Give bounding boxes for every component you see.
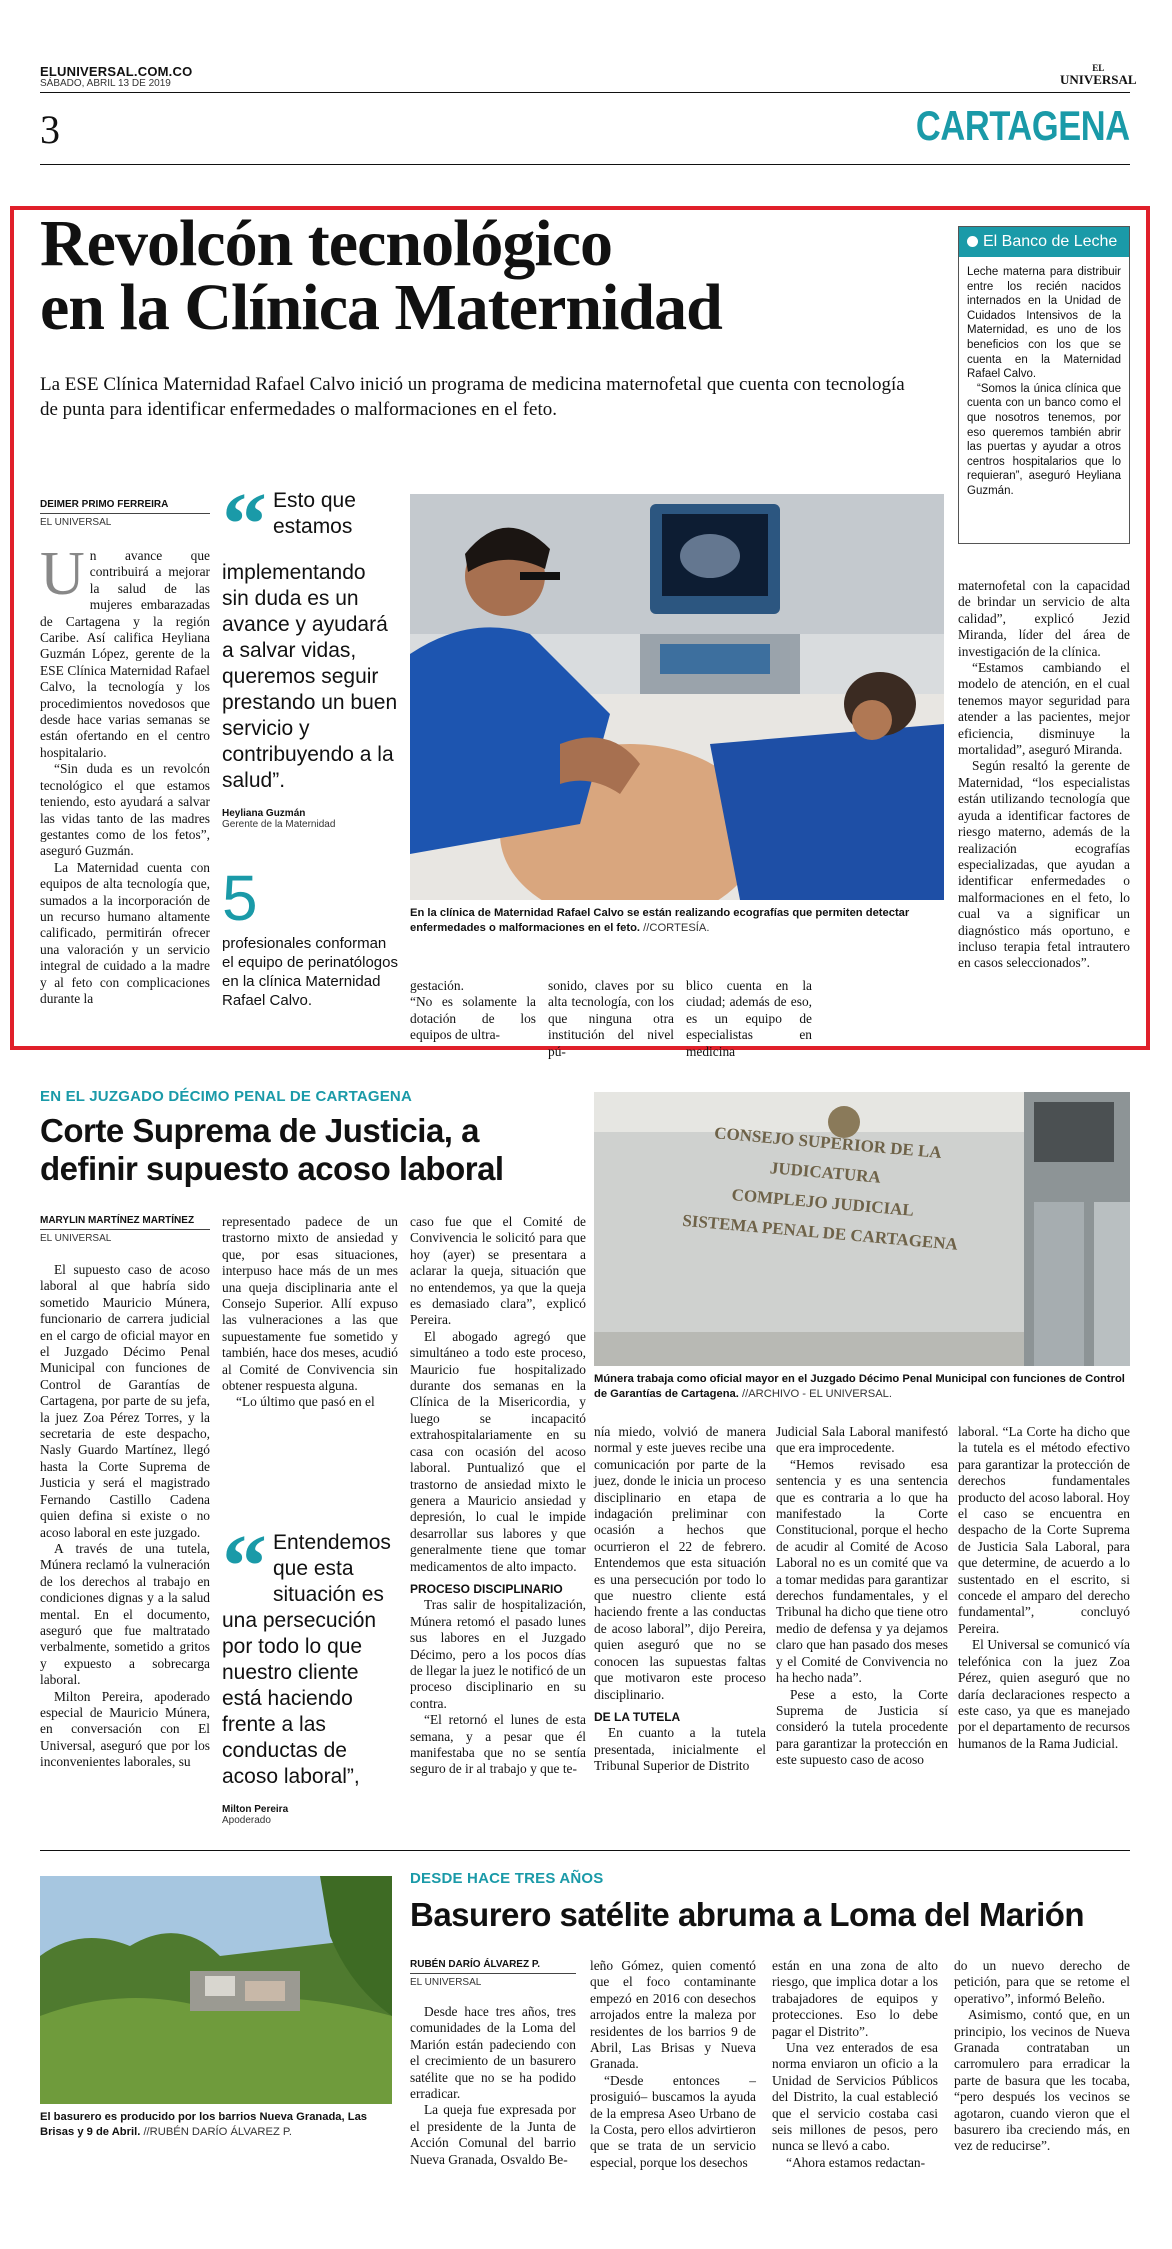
stat-number: 5 xyxy=(222,862,258,934)
story2-byline xyxy=(40,1214,210,1245)
sidebox-body xyxy=(959,257,1129,507)
story2-column-2 xyxy=(222,1214,398,1411)
caption-credit: //CORTESÍA. xyxy=(643,922,710,934)
paragraph: “Desde entonces –prosiguió– buscamos la ayuda de la empresa Aseo Urbano de la Costa, pero ellos advirtieron que se trata de un servicio especial, porque los desechos xyxy=(590,2072,756,2170)
drop-cap: U xyxy=(40,540,85,608)
quote-name: Milton Pereira xyxy=(222,1804,289,1815)
photo-dump-image xyxy=(40,1876,392,2104)
story2-kicker: EN EL JUZGADO DÉCIMO PENAL DE CARTAGENA xyxy=(40,1088,412,1105)
newspaper-logo xyxy=(1060,62,1137,86)
headline-line: en la Clínica Maternidad xyxy=(40,271,722,344)
quote-mark-icon: “ xyxy=(222,1517,267,1616)
paragraph: La queja fue expresada por el presidente de la Junta de Acción Comunal del barrio Nueva Granada, Osvaldo Be- xyxy=(410,2102,576,2167)
paragraph: El supuesto caso de acoso laboral al que habría sido sometido Mauricio Múnera, funcionario de carrera judicial en el cargo de oficial mayor en el Juzgado Décimo Penal Municipal con funciones de Control de Garantías de Cartagena, por parte de su jefa, la juez Zoa Pérez Torres, y la secretaria de este despacho, Nasly Guardo Martínez, llegó hasta la Corte Suprema de Justicia y será el magistrado Fernando Castillo Cadena quien defina si existe o no acoso laboral en este juzgado. xyxy=(40,1262,210,1540)
quote-text: Entendemos que esta situación es una persecución por todo lo que nuestro cliente está haciendo frente a las conductas de acoso laboral”, xyxy=(222,1531,391,1788)
edition-date: SÁBADO, ABRIL 13 DE 2019 xyxy=(40,78,171,89)
caption-credit: //RUBÉN DARÍO ÁLVAREZ P. xyxy=(143,2126,293,2138)
caption-text: El basurero es producido por los barrios Nueva Granada, Las Brisas y 9 de Abril. xyxy=(40,2111,368,2138)
story3-column-2 xyxy=(590,1958,756,2171)
photo-court-building xyxy=(594,1092,1130,1366)
story1-column-5: blico cuenta en la ciudad; además de eso, es un equipo de especialistas en medicina xyxy=(686,978,812,1059)
photo-ultrasound xyxy=(410,494,944,900)
paragraph: En cuanto a la tutela presentada, inicialmente el Tribunal Superior de Distrito xyxy=(594,1725,766,1774)
story3-photo-caption xyxy=(40,2110,392,2140)
story3-column-3 xyxy=(772,1958,938,2171)
sign-line: CONSEJO SUPERIOR DE LA JUDICATURA xyxy=(713,1123,943,1187)
story2-column-3 xyxy=(410,1214,586,1778)
paragraph: Una vez enterados de esa norma enviaron un oficio a la Unidad de Servicios Públicos del Distrito, la cual estableció que el servicio costaba casi seis millones de pesos, pero nunca se llevó a cabo. xyxy=(772,2040,938,2154)
paragraph: Pese a esto, la Corte Suprema de Justicia sí consideró la tutela procedente para garantizar la protección en este supuesto caso de acoso xyxy=(776,1686,948,1768)
story2-column-5 xyxy=(776,1424,948,1769)
story2-column-4 xyxy=(594,1424,766,1775)
paragraph: Desde hace tres años, tres comunidades de la Loma del Marión están padeciendo con el crecimiento de un basurero satélite que no se ha podido erradicar. xyxy=(410,2004,576,2102)
paragraph: “Ahora estamos redactan- xyxy=(786,2154,926,2170)
story3-byline xyxy=(410,1958,576,1989)
photo-dump-site xyxy=(40,1876,392,2104)
sidebox-paragraph: Leche materna para distribuir entre los recién nacidos internados en la Unidad de Cuidados Intensivos de la Maternidad, es uno de los beneficios con los que se cuenta en la Maternidad Rafael Calvo. xyxy=(967,266,1121,381)
story1-column-4: sonido, claves por su alta tecnología, con los que ninguna otra institución del nivel pú- xyxy=(548,978,674,1059)
paragraph: Asimismo, contó que, en un principio, los vecinos de Nueva Granada contrataban un carromulero para erradicar la parte de basura que les tocaba, “pero después los vecinos se agotaron, cuando vieron que el basurero iba creciendo más, en vez de reducirse”. xyxy=(954,2007,1130,2154)
caption-text: En la clínica de Maternidad Rafael Calvo se están realizando ecografías que permiten detectar enfermedades o malformaciones en el feto. xyxy=(410,907,910,934)
story-divider xyxy=(40,1850,1130,1851)
story3-column-4 xyxy=(954,1958,1130,2155)
sidebox-header xyxy=(959,227,1129,257)
logo-top: EL xyxy=(1092,63,1105,73)
paragraph: están en una zona de alto riesgo, que implica dotar a los trabajadores de equipos y protecciones. Eso lo debe pagar el Distrito”. xyxy=(772,1958,938,2039)
paragraph: maternofetal con la capacidad de brindar un servicio de alta calidad”, explicó Jezid Miranda, líder del área de investigación de la clínica. xyxy=(958,578,1130,659)
subhead: PROCESO DISCIPLINARIO xyxy=(410,1581,563,1596)
section-rule xyxy=(40,164,1130,165)
story1-byline xyxy=(40,498,210,529)
sign-line: SISTEMA PENAL DE CARTAGENA xyxy=(681,1210,959,1254)
byline-outlet: EL UNIVERSAL xyxy=(410,1973,576,1989)
byline-outlet: EL UNIVERSAL xyxy=(40,513,210,529)
headline-line: Revolcón tecnológico xyxy=(40,207,613,280)
caption-text: Múnera trabaja como oficial mayor en el Juzgado Décimo Penal Municipal con funciones de Control de Garantías de Cartagena. xyxy=(594,1373,1125,1400)
quote-name: Heyliana Guzmán xyxy=(222,808,306,819)
paragraph: laboral. “La Corte ha dicho que la tutela es el método efectivo para garantizar la protección de derechos fundamentales producto del acoso laboral. Hoy el caso se encuentra en despacho de la Corte Suprema de Justicia Sala Laboral, para que determine, de acuerdo a lo sustentado en el escrito, si concede el amparo del derecho fundamental”, concluyó Pereira. xyxy=(958,1424,1130,1636)
section-title: CARTAGENA xyxy=(916,102,1130,149)
photo-ultrasound-image xyxy=(410,494,944,900)
sidebar-box-milk-bank xyxy=(958,226,1130,544)
paragraph: El Universal se comunicó vía telefónica con la juez Zoa Pérez, quien aseguró que no daría declaraciones respecto a este caso, ya que es manejado por el departamento de recursos humanos de la Rama Judicial. xyxy=(958,1637,1130,1751)
story1-headline xyxy=(40,207,940,344)
bullet-icon xyxy=(967,236,978,247)
quote-text: Esto que estamos implementando sin duda es un avance y ayudará a salvar vidas, queremos seguir prestando un buen servicio y contribuyendo a la salud”. xyxy=(222,489,398,792)
byline-name: RUBÉN DARÍO ÁLVAREZ P. xyxy=(410,1959,541,1970)
caption-credit: //ARCHIVO - EL UNIVERSAL. xyxy=(741,1388,893,1400)
story3-headline: Basurero satélite abruma a Loma del Marión xyxy=(410,1896,1085,1933)
paragraph: Judicial Sala Laboral manifestó que era improcedente. xyxy=(776,1424,948,1456)
paragraph: Milton Pereira, apoderado especial de Mauricio Múnera, en conversación con El Universal, aseguró que por los inconvenientes laborales, su xyxy=(40,1688,210,1770)
story1-column-3: gestación. “No es solamente la dotación de los equipos de ultra- xyxy=(410,978,536,1043)
story3-kicker: DESDE HACE TRES AÑOS xyxy=(410,1870,604,1887)
paragraph: representado padece de un trastorno mixto de ansiedad y que, por esas situaciones, interpuso hace más de un mes una queja disciplinaria ante el Consejo Superior. Allí expuso las vulneraciones a las que supuestamente fue sometido y también, hace dos meses, acudió al Comité de Convivencia sin obtener respuesta alguna. xyxy=(222,1214,398,1394)
byline-name: MARYLIN MARTÍNEZ MARTÍNEZ xyxy=(40,1215,195,1226)
story1-deck: La ESE Clínica Maternidad Rafael Calvo inició un programa de medicina maternofetal que cuenta con tecnología de punta para identificar enfermedades o malformaciones en el feto. xyxy=(40,374,905,420)
paragraph: Según resaltó la gerente de Maternidad, “los especialistas están utilizando tecnología que ayuda a identificar factores de riesgo materno, además de la realización ecografías especializadas, que ayudan a identificar enfermedades o malformaciones en el feto, lo cual va a significar un diagnóstico más oportuno, e incluso terapia fetal intrautero en casos seleccionados”. xyxy=(958,758,1130,971)
story1-stat xyxy=(222,862,398,1010)
story2-column-6 xyxy=(958,1424,1130,1752)
stat-text: profesionales conforman el equipo de perinatólogos en la clínica Maternidad Rafael Calvo. xyxy=(222,935,398,1009)
paragraph: “Hemos revisado esa sentencia y es una sentencia que es contraria a lo que ha manifestado la Corte Constitucional, porque el hecho de acudir al Comité de Acoso Laboral no es un comité que va a tomar medidas para garantizar derechos fundamentales, y el Tribunal ha dicho que tiene otro medio de defensa y ya dejamos claro que han pasado dos meses y el Comité de Convivencia no ha hecho nada”. xyxy=(776,1456,948,1686)
page-number: 3 xyxy=(40,107,60,152)
subhead: DE LA TUTELA xyxy=(594,1709,681,1724)
paragraph: “Sin duda es un revolcón tecnológico el que estamos teniendo, esto ayudará a salvar las vidas tanto de las madres gestantes como de los fetos”, aseguró Guzmán. xyxy=(40,761,210,859)
byline-outlet: EL UNIVERSAL xyxy=(40,1229,210,1245)
story1-column-1 xyxy=(40,540,210,1007)
story2-pull-quote xyxy=(222,1517,398,1826)
paragraph: do un nuevo derecho de petición, para que se retome el operativo”, informó Beleño. xyxy=(954,1958,1130,2006)
paragraph: El abogado agregó que simultáneo a todo este proceso, Mauricio fue hospitalizado durante dos semanas en la Clínica de la Misericordia, y luego se incapacitó extrahospitalariamente en su casa con ocasión del acoso laboral. Puntualizó que el trastorno de ansiedad mixto le genera a Mauricio ansiedad y depresión, lo cual le impide desarrollar sus labores y que generalmente tiene que tomar medicamentos de alto impacto. xyxy=(410,1328,586,1574)
paragraph: “Estamos cambiando el modelo de atención, en el cual tenemos mayor seguridad para atender a las pacientes, mejor eficiencia, disminuye la mortalidad”, aseguró Miranda. xyxy=(958,660,1130,758)
paragraph: “El retornó el lunes de esta semana, y a pesar que él manifestaba que no se sentía seguro de ir al trabajo y que te- xyxy=(410,1712,586,1777)
paragraph: A través de una tutela, Múnera reclamó la vulneración de los derechos al trabajo en condiciones dignas y a la salud mental. En el documento, aseguró que fue maltratado verbalmente, sometido a gritos y expuesto a sobrecarga laboral. xyxy=(40,1540,210,1688)
quote-mark-icon: “ xyxy=(222,475,267,574)
paragraph: nía miedo, volvió de manera normal y este jueves recibe una comunicación por parte de la juez, donde le inicia un proceso disciplinario en etapa de indagación preliminar con ocasión a hechos que ocurrieron el 22 de febrero. Entendemos que esta situación es una persecución por todo lo que nuestro cliente está haciendo frente a las conductas de acoso laboral”, dijo Pereira, quien aseguró que no se conocen las supuestas faltas que motivaron este proceso disciplinario. xyxy=(594,1424,766,1702)
sidebox-paragraph: “Somos la única clínica que cuenta con un banco como el que nosotros tenemos, por eso queremos también abrir las puertas y ayudar a otros centros hospitalarios que lo requieran”, aseguró Heyliana Guzmán. xyxy=(967,382,1121,497)
quote-role: Gerente de la Maternidad xyxy=(222,819,336,830)
byline-name: DEIMER PRIMO FERREIRA xyxy=(40,499,169,510)
masthead-rule xyxy=(40,92,1130,93)
quote-role: Apoderado xyxy=(222,1815,271,1826)
story2-column-1 xyxy=(40,1262,210,1771)
story3-column-1 xyxy=(410,2004,576,2168)
story2-photo-caption xyxy=(594,1372,1130,1402)
story1-photo-caption xyxy=(410,906,944,936)
story1-column-6 xyxy=(958,578,1130,972)
paragraph: “Lo último que pasó en el xyxy=(236,1394,375,1410)
logo-bottom: UNIVERSAL xyxy=(1060,72,1137,87)
story2-headline: Corte Suprema de Justicia, a definir supuesto acoso laboral xyxy=(40,1112,504,1187)
paragraph: n avance que contribuirá a mejorar la salud de las mujeres embarazadas de Cartagena y la región Caribe. Así califica Heyliana Guzmán López, gerente de la ESE Clínica Maternidad Rafael Calvo, la tecnología y los procedimientos novedosos que desde hace varias semanas se están ofertando en el centro hospitalario. xyxy=(40,548,210,760)
paragraph: Tras salir de hospitalización, Múnera retomó el pasado lunes sus labores en el Juzgado Décimo, pero a los pocos días de llegar la juez le notificó de un proceso disciplinario en su contra. xyxy=(410,1597,586,1711)
sign-line: COMPLEJO JUDICIAL xyxy=(730,1185,915,1220)
paragraph: leño Gómez, quien comentó que el foco contaminante empezó en 2016 con desechos arrojados entre la maleza por residentes de los barrios 9 de Abril, Las Brisas y Nueva Granada. xyxy=(590,1958,756,2072)
story1-pull-quote xyxy=(222,475,398,830)
site-url: ELUNIVERSAL.COM.CO xyxy=(40,64,193,79)
paragraph: La Maternidad cuenta con equipos de alta tecnología que, sumados a la incorporación de un recurso humano altamente calificado, permitirán ofrecer una valoración y un servicio integral de cuidado a la madre y al feto con complicaciones durante la xyxy=(40,859,210,1006)
sidebox-title: El Banco de Leche xyxy=(983,233,1118,250)
paragraph: caso fue que el Comité de Convivencia le solicitó para que hoy (ayer) se presentara a aclarar la queja, situación que no entendemos, ya que la queja es demasiado clara”, explicó Pereira. xyxy=(410,1214,586,1328)
